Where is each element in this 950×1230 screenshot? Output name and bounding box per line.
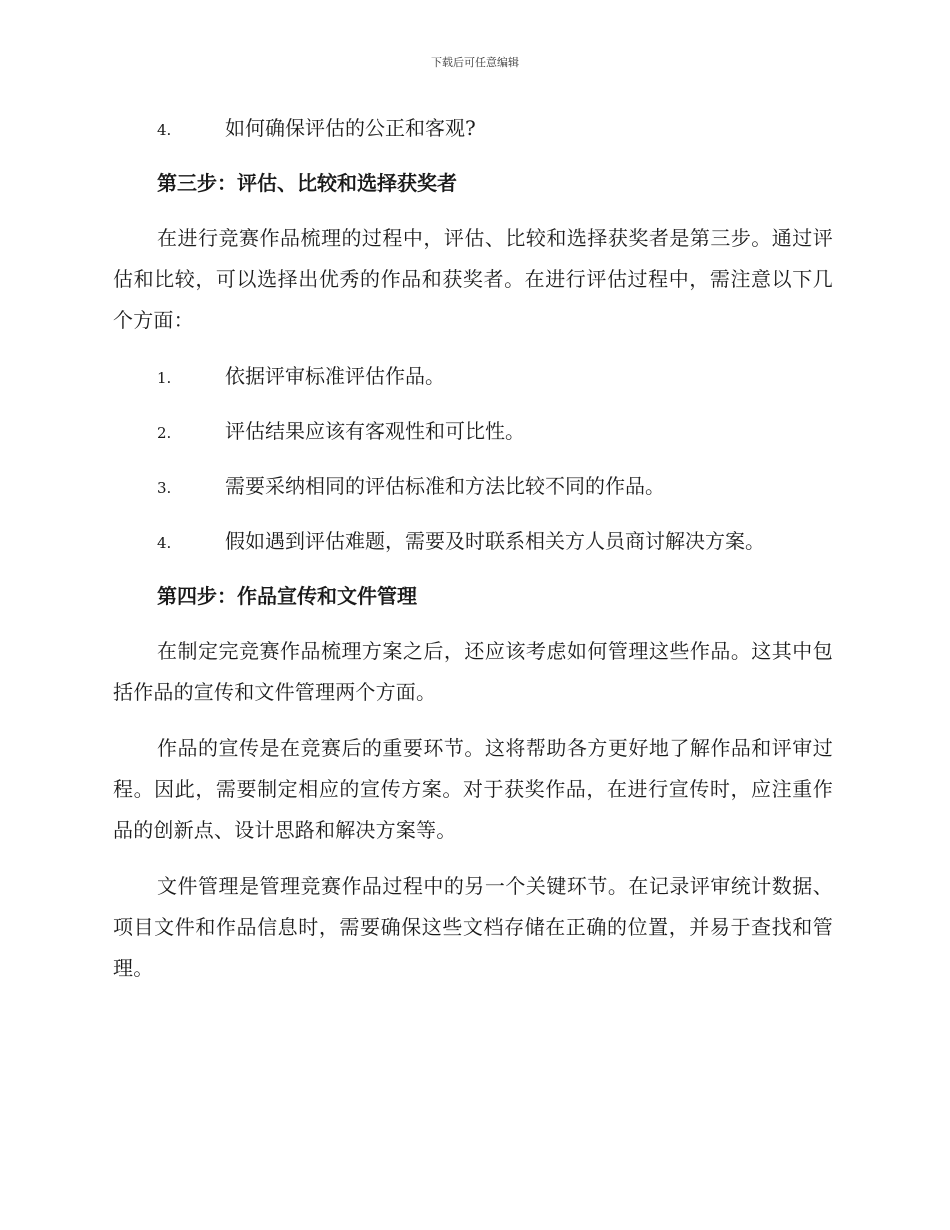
list-text: 评估结果应该有客观性和可比性。: [225, 419, 525, 443]
list-text: 假如遇到评估难题，需要及时联系相关方人员商讨解决方案。: [225, 529, 765, 553]
list-text: 需要采纳相同的评估标准和方法比较不同的作品。: [225, 474, 665, 498]
list-number: 1.: [157, 369, 172, 387]
list-item: [113, 356, 833, 396]
list-item: [113, 411, 833, 451]
paragraph-step3-intro: 在进行竞赛作品梳理的过程中，评估、比较和选择获奖者是第三步。通过评估和比较，可以选择出优秀的作品和获奖者。在进行评估过程中，需注意以下几个方面：: [113, 226, 833, 332]
section-heading-step4: 第四步：作品宣传和文件管理: [157, 584, 417, 608]
section-heading-step3: 第三步：评估、比较和选择获奖者: [157, 171, 457, 195]
list-item: [113, 466, 833, 506]
list-item: [113, 108, 833, 148]
paragraph-step4-3: 文件管理是管理竞赛作品过程中的另一个关键环节。在记录评审统计数据、项目文件和作品信息时，需要确保这些文档存储在正确的位置，并易于查找和管理。: [113, 874, 833, 980]
list-text: 如何确保评估的公正和客观?: [225, 116, 476, 140]
list-text: 依据评审标准评估作品。: [225, 364, 445, 388]
list-number: 2.: [157, 424, 172, 442]
list-item: [113, 521, 833, 561]
list-number: 4.: [157, 121, 172, 139]
header-note: 下载后可任意编辑: [431, 56, 519, 69]
paragraph-step4-1: 在制定完竞赛作品梳理方案之后，还应该考虑如何管理这些作品。这其中包括作品的宣传和文件管理两个方面。: [113, 639, 833, 704]
document-body: [113, 108, 833, 1004]
list-number: 3.: [157, 479, 172, 497]
list-number: 4.: [157, 534, 172, 552]
paragraph-step4-2: 作品的宣传是在竞赛后的重要环节。这将帮助各方更好地了解作品和评审过程。因此，需要制定相应的宣传方案。对于获奖作品，在进行宣传时，应注重作品的创新点、设计思路和解决方案等。: [113, 736, 833, 842]
